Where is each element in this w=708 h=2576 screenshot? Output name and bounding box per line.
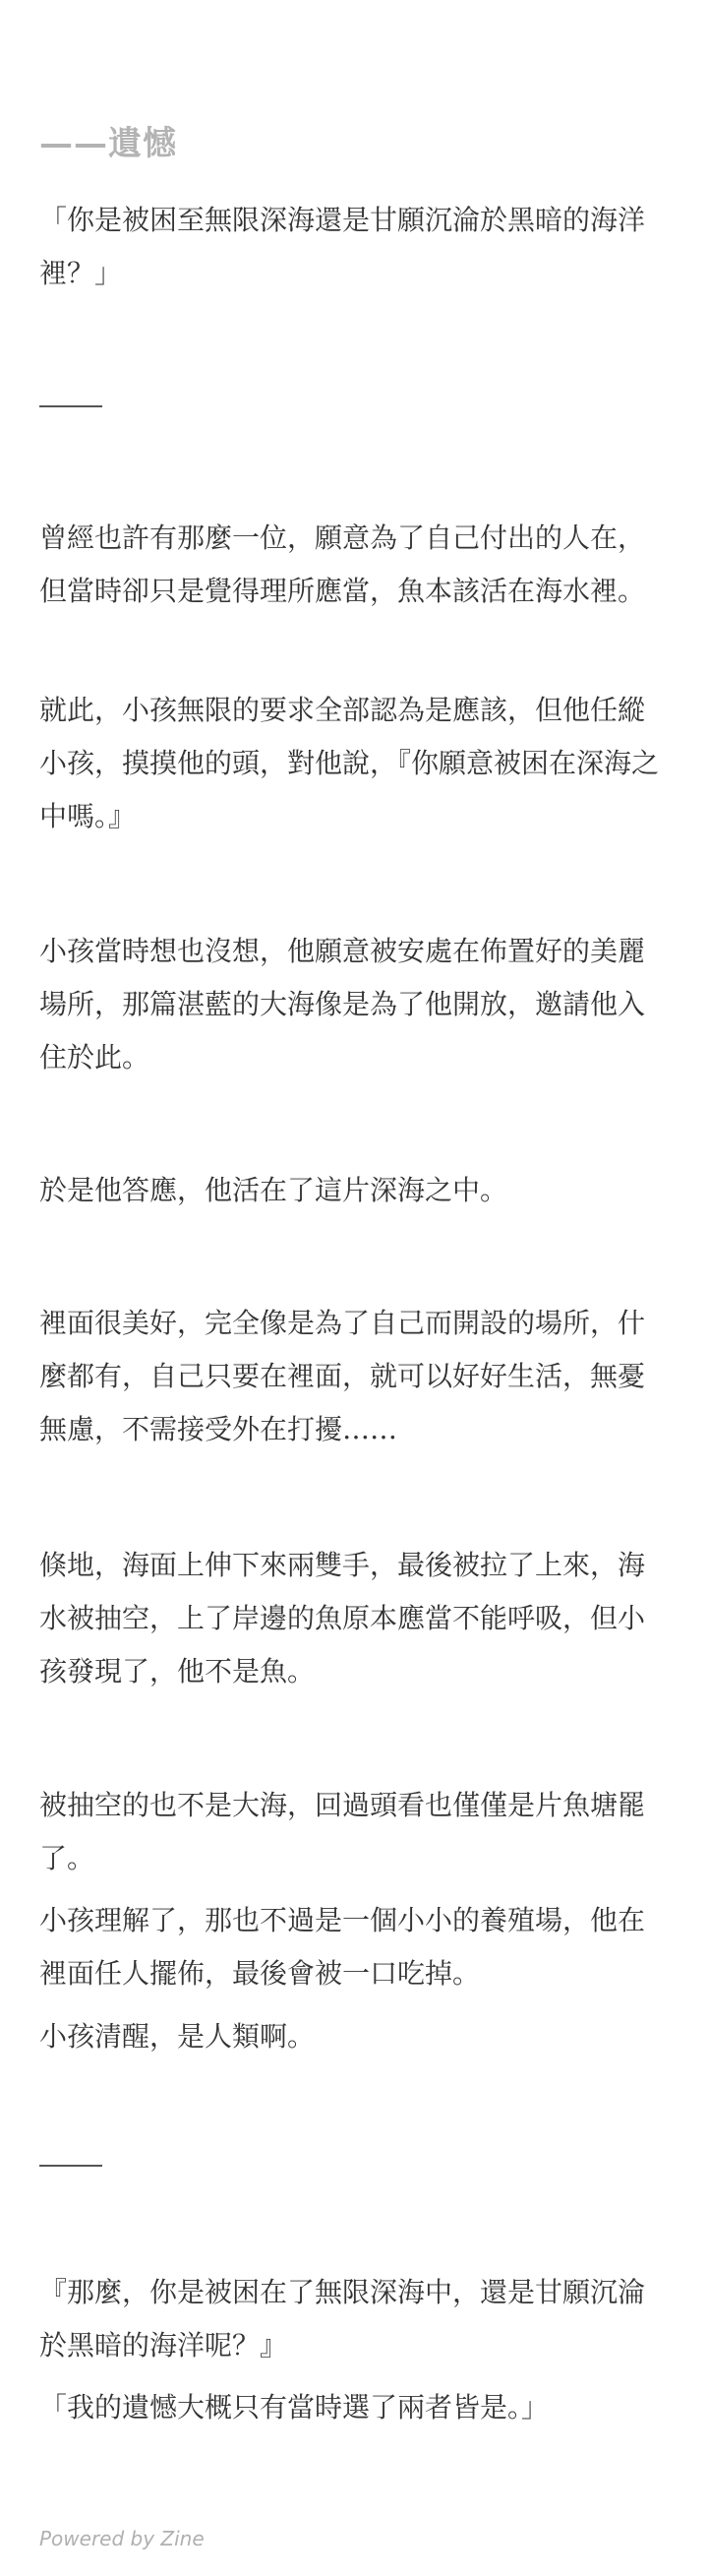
- paragraph: 就此，小孩無限的要求全部認為是應該，但他任縱小孩，摸摸他的頭，對他說，『你願意被困在深海之中嗎。』: [39, 694, 660, 832]
- paragraph: 於是他答應，他活在了這片深海之中。: [39, 1174, 508, 1206]
- paragraph: 小孩清醒，是人類啊。: [39, 2020, 316, 2053]
- paragraph: 曾經也許有那麼一位，願意為了自己付出的人在，但當時卻只是覺得理所應當，魚本該活在海水裡。: [39, 521, 646, 607]
- opening-quote: 「你是被困至無限深海還是甘願沉淪於黑暗的海洋裡？」: [39, 204, 646, 289]
- paragraph: 小孩理解了，那也不過是一個小小的養殖場，他在裡面任人擺佈，最後會被一口吃掉。: [39, 1904, 646, 1990]
- powered-by-link[interactable]: Powered by Zine: [39, 2527, 205, 2550]
- paragraph: 倏地，海面上伸下來兩雙手，最後被拉了上來，海水被抽空，上了岸邊的魚原本應當不能呼吸，但小孩發現了，他不是魚。: [39, 1549, 646, 1687]
- paragraph: 小孩當時想也沒想，他願意被安處在佈置好的美麗場所，那篇湛藍的大海像是為了他開放，邀請他入住於此。: [39, 935, 646, 1073]
- section-divider: [39, 405, 102, 407]
- paragraph: 裡面很美好，完全像是為了自己而開設的場所，什麼都有，自己只要在裡面，就可以好好生活，無憂無慮，不需接受外在打擾……: [39, 1307, 646, 1445]
- section-divider: [39, 2165, 102, 2167]
- article-title: ——遺憾: [39, 124, 177, 163]
- paragraph: 被抽空的也不是大海，回過頭看也僅僅是片魚塘罷了。: [39, 1789, 646, 1874]
- closing-answer: 「我的遺憾大概只有當時選了兩者皆是。」: [39, 2391, 550, 2423]
- closing-question: 『那麼，你是被困在了無限深海中，還是甘願沉淪於黑暗的海洋呢？』: [39, 2276, 646, 2361]
